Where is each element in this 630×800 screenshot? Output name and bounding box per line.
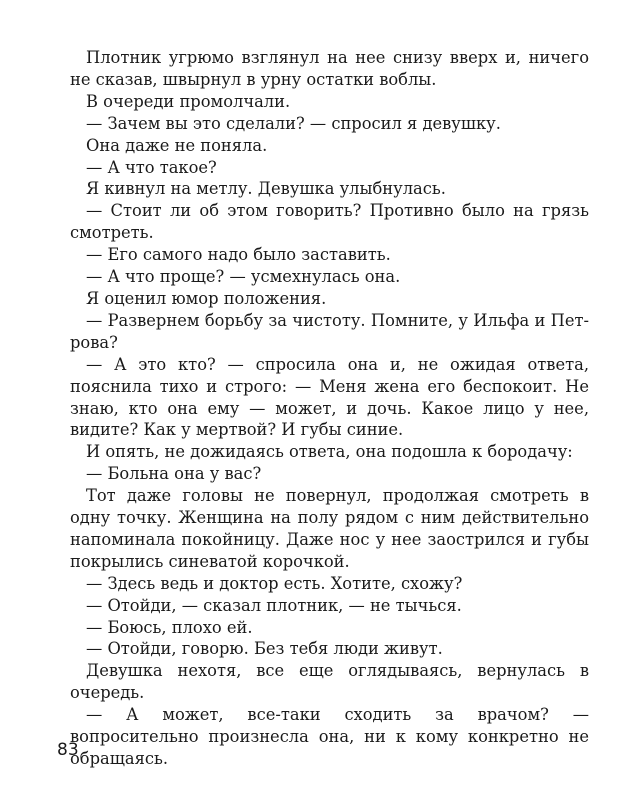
- paragraph: — Стоит ли об этом говорить? Противно было на грязь смотреть.: [70, 201, 589, 243]
- paragraph: — Отойди, говорю. Без тебя люди живут.: [86, 639, 443, 659]
- paragraph: Девушка нехотя, все еще оглядываясь, вернулась в очередь.: [70, 661, 589, 703]
- paragraph: — А что такое?: [86, 157, 217, 177]
- paragraph: — Отойди, — сказал плотник, — не тычься.: [86, 595, 462, 615]
- paragraph: — Больна она у вас?: [86, 464, 262, 484]
- paragraph: — Боюсь, плохо ей.: [86, 617, 253, 637]
- paragraph: И опять, не дожидаясь ответа, она подошла к бородачу:: [86, 442, 573, 462]
- page-number: 83: [57, 740, 79, 760]
- paragraph: В очереди промолчали.: [86, 91, 291, 111]
- paragraph: — Развернем борьбу за чистоту. Помните, у Ильфа и Петрова?: [70, 310, 589, 352]
- paragraph: — Зачем вы это сделали? — спросил я девушку.: [86, 113, 501, 133]
- paragraph: Тот даже головы не повернул, продолжая смотреть в одну точку. Женщина на полу рядом с ним действительно напоминала покойницу. Даже нос у нее заострился и губы покрылись синеватой корочкой.: [70, 486, 589, 571]
- body-text: [70, 47, 589, 770]
- paragraph: — А это кто? — спросила она и, не ожидая ответа, пояснила тихо и строго: — Меня жена его беспокоит. Не знаю, кто она ему — может, и дочь. Какое лицо у нее, видите? Как у мертвой? И губы синие.: [70, 354, 589, 440]
- paragraph: Плотник угрюмо взглянул на нее снизу вверх и, ничего не сказав, швырнул в урну остатки воблы.: [70, 48, 589, 89]
- paragraph: Я оценил юмор положения.: [86, 288, 327, 308]
- paragraph: — Его самого надо было заставить.: [86, 245, 391, 265]
- paragraph: — А что проще? — усмехнулась она.: [86, 267, 401, 287]
- paragraph: Я кивнул на метлу. Девушка улыбнулась.: [86, 179, 446, 199]
- paragraph: — Здесь ведь и доктор есть. Хотите, схожу?: [86, 573, 463, 593]
- paragraph: — А может, все-таки сходить за врачом? — вопросительно произнесла она, ни к кому конкретно не обращаясь.: [70, 705, 589, 768]
- paragraph: Она даже не поняла.: [86, 135, 268, 155]
